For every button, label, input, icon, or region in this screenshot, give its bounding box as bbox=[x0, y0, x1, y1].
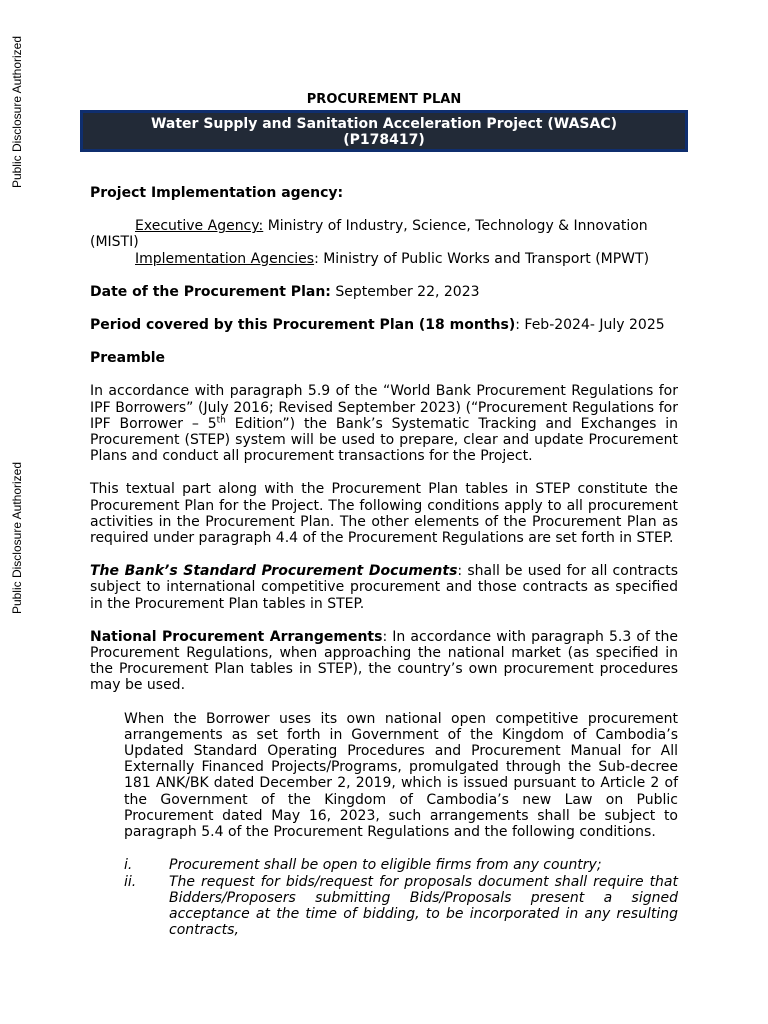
period-label: Period covered by this Procurement Plan (18 months) bbox=[90, 317, 516, 334]
project-id: (P178417) bbox=[343, 132, 425, 148]
plan-date-value: September 22, 2023 bbox=[330, 283, 480, 300]
conditions-list bbox=[124, 857, 678, 938]
document-body bbox=[90, 185, 678, 938]
preamble-paragraph-2: This textual part along with the Procurement Plan tables in STEP constitute the Procurement Plan for the Project. The following conditions apply to all procurement activities in the Procurement Plan. The other elements of the Procurement Plan as required under paragraph 4.4 of the Procurement Regulations are set forth in STEP. bbox=[90, 481, 678, 547]
preamble-paragraph-1 bbox=[90, 383, 678, 464]
plan-date-line bbox=[90, 284, 678, 300]
standard-documents-paragraph bbox=[90, 563, 678, 612]
national-arrangements-label: National Procurement Arrangements bbox=[90, 628, 383, 645]
project-name: Water Supply and Sanitation Acceleration Project (WASAC) bbox=[150, 116, 618, 132]
list-item-text: The request for bids/request for proposals document shall require that Bidders/Proposers submitting Bids/Proposals present a signed acceptance at the time of bidding, to be incorporated in any resulting contracts, bbox=[169, 873, 678, 939]
standard-documents-label: The Bank’s Standard Procurement Documents bbox=[90, 563, 458, 580]
national-arrangements-paragraph bbox=[90, 629, 678, 694]
list-item bbox=[124, 874, 678, 939]
implementation-agency-line bbox=[90, 251, 678, 267]
project-banner bbox=[80, 110, 688, 152]
implementation-agency-value: : Ministry of Public Works and Transport (MPWT) bbox=[314, 250, 650, 267]
list-item-number: i. bbox=[124, 857, 133, 874]
executive-agency-label: Executive Agency: bbox=[135, 218, 264, 235]
agency-heading: Project Implementation agency: bbox=[90, 185, 344, 201]
list-item bbox=[124, 857, 678, 873]
disclosure-label-middle: Public Disclosure Authorized bbox=[10, 461, 24, 615]
disclosure-label-top: Public Disclosure Authorized bbox=[10, 35, 24, 189]
page-title: PROCUREMENT PLAN bbox=[306, 92, 462, 107]
period-value: : Feb-2024- July 2025 bbox=[515, 317, 665, 334]
national-procedures-quote: When the Borrower uses its own national open competitive procurement arrangements as set forth in Government of the Kingdom of Cambodia’s Updated Standard Operating Procedures and Procurement Manual for All Externally Financed Projects/Programs, promulgated through the Sub-decree 181 ANK/BK dated December 2, 2019, which is issued pursuant to Article 2 of the Government of the Kingdom of Cambodia’s new Law on Public Procurement dated May 16, 2023, such arrangements shall be subject to paragraph 5.4 of the Procurement Regulations and the following conditions. bbox=[124, 710, 678, 841]
preamble-p1-end: Edition”) the Bank’s Systematic Tracking and Exchanges in Procurement (STEP) system will be used to prepare, clear and update Procurement Plans and conduct all procurement transactions for the Project. bbox=[90, 415, 678, 465]
period-line bbox=[90, 317, 678, 333]
preamble-heading: Preamble bbox=[90, 350, 166, 367]
plan-date-label: Date of the Procurement Plan: bbox=[90, 283, 331, 300]
executive-agency-value: Ministry of Industry, Science, Technology & Innovation (MISTI) bbox=[90, 218, 648, 251]
preamble-p1-start: In accordance with paragraph 5.9 of the “World Bank Procurement Regulations for IPF Borrowers” (July 2016; Revised September 2023) (“Procurement Regulations for IPF Borrower – 5 bbox=[90, 383, 678, 432]
list-item-text: Procurement shall be open to eligible firms from any country; bbox=[169, 857, 602, 874]
national-arrangements-text: : In accordance with paragraph 5.3 of the Procurement Regulations, when approaching the national market (as specified in the Procurement Plan tables in STEP), the country’s own procurement procedures may be used. bbox=[90, 628, 678, 694]
list-item-number: ii. bbox=[124, 873, 137, 890]
standard-documents-text: : shall be used for all contracts subject to international competitive procurement and those contracts as specified in the Procurement Plan tables in STEP. bbox=[90, 563, 678, 612]
implementation-agency-label: Implementation Agencies bbox=[135, 250, 315, 267]
edition-superscript: th bbox=[216, 415, 226, 426]
executive-agency-line bbox=[90, 218, 678, 250]
